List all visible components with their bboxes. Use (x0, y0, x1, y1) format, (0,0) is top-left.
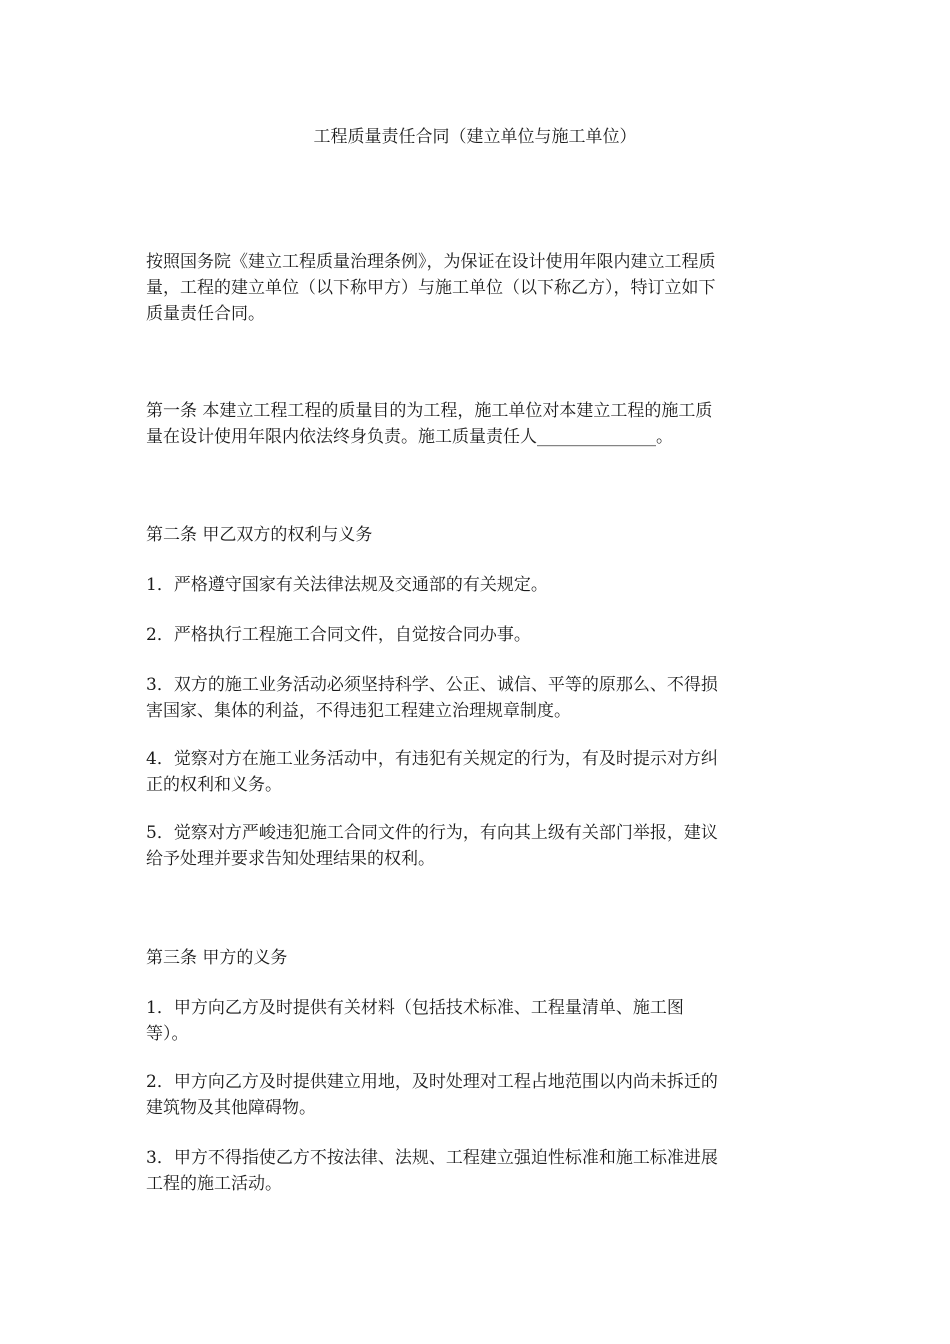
text-line: 第一条 本建立工程工程的质量目的为工程，施工单位对本建立工程的施工质 (146, 401, 713, 421)
text-line: 4．觉察对方在施工业务活动中，有违犯有关规定的行为，有及时提示对方纠 (146, 749, 718, 769)
text-line: 工程的施工活动。 (146, 1174, 282, 1194)
text-line: 量在设计使用年限内依法终身负责。施工质量责任人______________。 (146, 427, 673, 447)
text-line: 2．严格执行工程施工合同文件，自觉按合同办事。 (146, 625, 531, 645)
section-heading: 第三条 甲方的义务 (146, 948, 288, 968)
article-3-item-3 (146, 1145, 806, 1197)
text-line: 5．觉察对方严峻违犯施工合同文件的行为，有向其上级有关部门举报，建议 (146, 823, 718, 843)
text-line: 建筑物及其他障碍物。 (146, 1098, 316, 1118)
text-line: 1．甲方向乙方及时提供有关材料（包括技术标准、工程量清单、施工图 (146, 998, 684, 1018)
document-title: 工程质量责任合同（建立单位与施工单位） (313, 127, 637, 147)
text-line: 3．甲方不得指使乙方不按法律、法规、工程建立强迫性标准和施工标准进展 (146, 1148, 718, 1168)
article-2-item-4 (146, 746, 806, 798)
text-line: 给予处理并要求告知处理结果的权利。 (146, 849, 435, 869)
article-2-heading (146, 522, 806, 548)
text-line: 3．双方的施工业务活动必须坚持科学、公正、诚信、平等的原那么、不得损 (146, 675, 718, 695)
article-3-heading (146, 945, 806, 971)
text-line: 等）。 (146, 1024, 189, 1044)
text-line: 1．严格遵守国家有关法律法规及交通部的有关规定。 (146, 575, 548, 595)
article-2-item-1 (146, 572, 806, 598)
intro-paragraph (146, 249, 806, 327)
article-2-item-3 (146, 672, 806, 724)
article-2-item-5 (146, 820, 806, 872)
article-3-item-1 (146, 995, 806, 1047)
text-line: 2．甲方向乙方及时提供建立用地，及时处理对工程占地范围以内尚未拆迁的 (146, 1072, 718, 1092)
article-1 (146, 398, 806, 450)
text-line: 害国家、集体的利益，不得违犯工程建立治理规章制度。 (146, 701, 571, 721)
article-2-item-2 (146, 622, 806, 648)
article-3-item-2 (146, 1069, 806, 1121)
text-line: 质量责任合同。 (146, 304, 265, 324)
text-line: 按照国务院《建立工程质量治理条例》，为保证在设计使用年限内建立工程质 (146, 252, 716, 272)
text-line: 量，工程的建立单位（以下称甲方）与施工单位（以下称乙方），特订立如下 (146, 278, 716, 298)
section-heading: 第二条 甲乙双方的权利与义务 (146, 525, 373, 545)
text-line: 正的权利和义务。 (146, 775, 282, 795)
